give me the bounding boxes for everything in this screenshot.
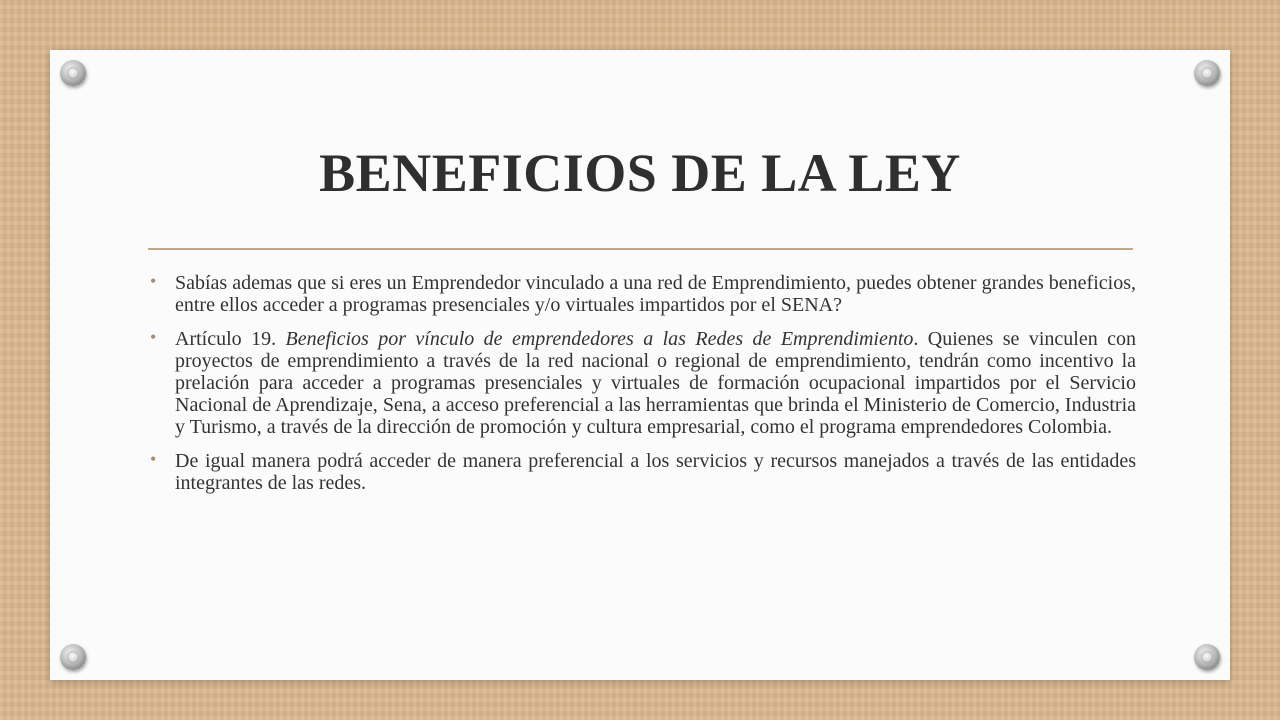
slide-paper (50, 50, 1230, 680)
title-divider (148, 248, 1133, 250)
slide-title: BENEFICIOS DE LA LEY (319, 143, 961, 203)
article-title: Beneficios por vínculo de emprendedores a las Redes de Emprendimiento (285, 328, 914, 350)
bullet-icon: • (150, 327, 157, 347)
article-text: . Quienes se vinculen con proyectos de emprendimiento a través de la red nacional o regional de emprendimiento, tendrán como incentivo la prelación para acceder a programas presenciales y virtuales de formación ocupacional impartidos por el Servicio Nacional de Aprendizaje, Sena, a acceso preferencial a las herramientas que brinda el Ministerio de Comercio, Industria y Turismo, a través de la dirección de promoción y cultura empresarial, como el programa emprendedores Colombia. (175, 328, 1136, 438)
pushpin-icon (1194, 644, 1220, 670)
bullet-icon: • (150, 449, 157, 469)
bullet-list (146, 272, 1136, 506)
pushpin-icon (1194, 60, 1220, 86)
bullet-item (146, 328, 1136, 438)
article-reference: Artículo 19. (175, 328, 286, 350)
pushpin-icon (60, 60, 86, 86)
bullet-icon: • (150, 271, 157, 291)
bullet-text: Sabías ademas que si eres un Emprendedor vinculado a una red de Emprendimiento, puedes obtener grandes beneficios, entre ellos acceder a programas presenciales y/o virtuales impartidos por el SENA? (175, 272, 1136, 316)
bullet-item (146, 272, 1136, 316)
bullet-text: De igual manera podrá acceder de manera preferencial a los servicios y recursos manejados a través de las entidades integrantes de las redes. (175, 450, 1136, 494)
pushpin-icon (60, 644, 86, 670)
bullet-item (146, 450, 1136, 494)
